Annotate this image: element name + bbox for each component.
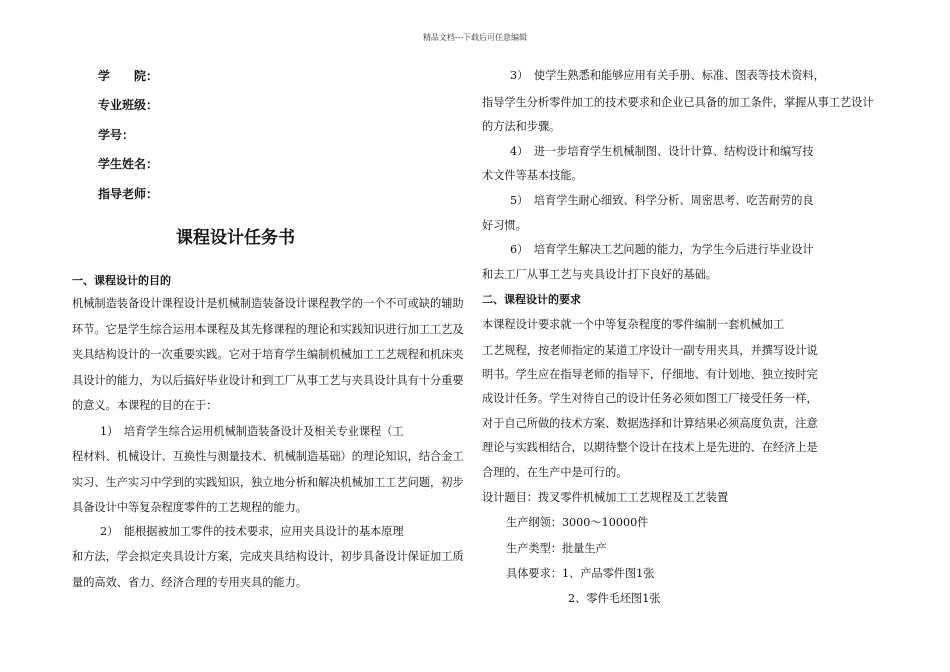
section1-heading: 一、课程设计的目的	[72, 274, 171, 287]
document-title: 课程设计任务书	[176, 228, 295, 248]
paragraph-line: 量的高效、省力、经济合理的专用夹具的能力。	[72, 576, 307, 589]
page-header: 精品文档---下载后可任意编辑	[422, 33, 528, 42]
field-student-id: 学号：	[98, 128, 135, 142]
paragraph-line: 程材料、机械设计、互换性与测量技术、机械制造基础）的理论知识，结合金工	[72, 450, 464, 463]
list-item-3: 3） 使学生熟悉和能够应用有关手册、标准、图表等技术资料，	[510, 69, 825, 82]
list-item-6: 6） 培育学生解决工艺问题的能力，为学生今后进行毕业设计	[510, 243, 814, 256]
field-advisor: 指导老师：	[98, 187, 159, 201]
paragraph-line: 夹具结构设计的一次重要实践。它对于培育学生编制机械加工工艺规程和机床夹	[72, 348, 464, 361]
paragraph-line: 的方法和步骤。	[482, 120, 561, 133]
section2-heading: 二、课程设计的要求	[482, 293, 581, 306]
paragraph-line: 对于自己所做的技术方案、数据选择和计算结果必须高度负责，注意	[482, 417, 818, 430]
paragraph-line: 工艺规程，按老师指定的某道工序设计一副专用夹具，并撰写设计说	[482, 344, 818, 357]
requirement-2: 2、零件毛坯图1张	[568, 592, 661, 605]
paragraph-line: 具设计的能力，为以后搞好毕业设计和到工厂从事工艺与夹具设计具有十分重要	[72, 374, 464, 387]
paragraph-line: 指导学生分析零件加工的技术要求和企业已具备的加工条件，掌握从事工艺设计	[482, 96, 874, 109]
production-type: 生产类型：批量生产	[506, 542, 607, 555]
paragraph-line: 具备设计中等复杂程度零件的工艺规程的能力。	[72, 501, 307, 514]
field-class: 专业班级：	[98, 98, 159, 112]
list-item-4: 4） 进一步培育学生机械制图、设计计算、结构设计和编写技	[510, 145, 814, 158]
paragraph-line: 环节。它是学生综合运用本课程及其先修课程的理论和实践知识进行加工工艺及	[72, 323, 464, 336]
paragraph-line: 术文件等基本技能。	[482, 169, 583, 182]
paragraph-line: 成设计任务。学生对待自己的设计任务必须如图工厂接受任务一样，	[482, 392, 818, 405]
paragraph-line: 理论与实践相结合，以期待整个设计在技术上是先进的、在经济上是	[482, 441, 818, 454]
paragraph-line: 本课程设计要求就一个中等复杂程度的零件编制一套机械加工	[482, 318, 785, 331]
requirement-1: 具体要求：1、产品零件图1张	[506, 567, 655, 580]
field-college: 学 院：	[98, 69, 159, 83]
paragraph-line: 明书。学生应在指导老师的指导下，仔细地、有计划地、独立按时完	[482, 368, 818, 381]
paragraph-line: 合理的、在生产中是可行的。	[482, 466, 628, 479]
paragraph-line: 机械制造装备设计课程设计是机械制造装备设计课程教学的一个不可或缺的辅助	[72, 297, 464, 310]
list-item-2: 2） 能根据被加工零件的技术要求，应用夹具设计的基本原理	[100, 525, 404, 538]
paragraph-line: 实习、生产实习中学到的实践知识，独立地分析和解决机械加工工艺问题，初步	[72, 476, 464, 489]
paragraph-line: 好习惯。	[482, 219, 527, 232]
list-item-5: 5） 培育学生耐心细致、科学分析、周密思考、吃苦耐劳的良	[510, 194, 814, 207]
list-item-1: 1） 培育学生综合运用机械制造装备设计及相关专业课程（工	[100, 425, 404, 438]
field-student-name: 学生姓名：	[98, 157, 159, 171]
paragraph-line: 的意义。本课程的目的在于：	[72, 399, 218, 412]
paragraph-line: 和方法，学会拟定夹具设计方案，完成夹具结构设计，初步具备设计保证加工质	[72, 550, 464, 563]
production-volume: 生产纲领：3000～10000件	[506, 516, 649, 529]
paragraph-line: 和去工厂从事工艺与夹具设计打下良好的基础。	[482, 268, 717, 281]
design-topic: 设计题目：拨叉零件机械加工工艺规程及工艺装置	[482, 491, 729, 504]
